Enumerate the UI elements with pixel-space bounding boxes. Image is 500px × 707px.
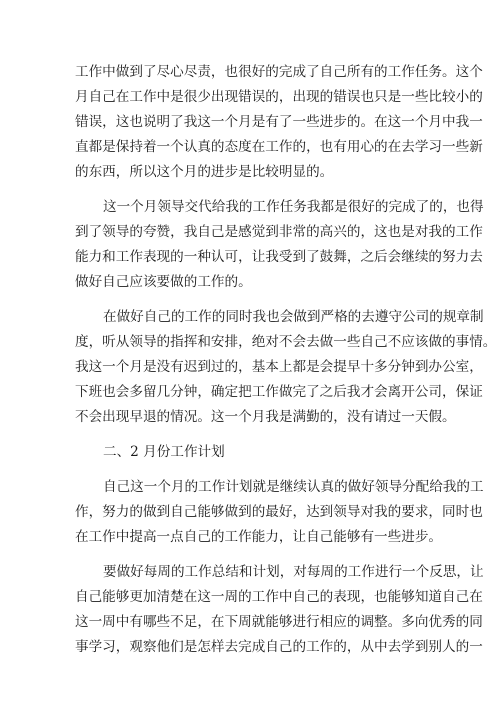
text-line: 自己能够更加清楚在这一周的工作中自己的表现，也能够知道自己在: [75, 589, 483, 605]
heading-text: 二、2 月份工作计划: [103, 444, 225, 460]
text-line: 我这一个月是没有迟到过的，基本上都是会提早十多分钟到办公室，: [75, 359, 483, 375]
text-line: 直都是保持着一个认真的态度在工作的，也有用心的在去学习一些新: [75, 139, 483, 155]
paragraph: [75, 560, 484, 660]
section-heading: [75, 440, 431, 465]
paragraph-gap: [75, 185, 431, 195]
text-line: 的东西，所以这个月的进步是比较明显的。: [75, 164, 334, 180]
paragraph: [75, 475, 484, 550]
text-line: 事学习，观察他们是怎样去完成自己的工作的，从中去学到别人的一: [75, 639, 483, 655]
text-line: 能力和工作表现的一种认可，让我受到了鼓舞，之后会继续的努力去: [75, 249, 483, 265]
paragraph-gap: [75, 465, 431, 475]
text-line: 度，听从领导的指挥和安排，绝对不会去做一些自己不应该做的事情。: [75, 334, 497, 350]
paragraph-gap: [75, 550, 431, 560]
text-line: 月自己在工作中是很少出现错误的，出现的错误也只是一些比较小的: [75, 89, 483, 105]
text-line: 下班也会多留几分钟，确定把工作做完了之后我才会离开公司，保证: [75, 384, 483, 400]
text-line: 不会出现早退的情况。这一个月我是满勤的，没有请过一天假。: [75, 409, 456, 425]
text-line: 这一周中有哪些不足，在下周就能够进行相应的调整。多向优秀的同: [75, 614, 483, 630]
paragraph-gap: [75, 430, 431, 440]
text-line: 做好自己应该要做的工作的。: [75, 274, 252, 290]
text-line: 工作中做到了尽心尽责，也很好的完成了自己所有的工作任务。这个: [75, 64, 483, 80]
paragraph: [75, 60, 483, 185]
document-body: [75, 60, 497, 660]
paragraph: [75, 195, 484, 295]
text-line: 错误，这也说明了我这一个月是有了一些进步的。在这一个月中我一: [75, 114, 483, 130]
text-line: 到了领导的夸赞，我自己是感觉到非常的高兴的，这也是对我的工作: [75, 224, 483, 240]
text-line: 这一个月领导交代给我的工作任务我都是很好的完成了的，也得: [103, 199, 484, 215]
text-line: 在工作中提高一点自己的工作能力，让自己能够有一些进步。: [75, 529, 443, 545]
paragraph-gap: [75, 295, 431, 305]
text-line: 作，努力的做到自己能够做到的最好，达到领导对我的要求，同时也: [75, 504, 483, 520]
text-line: 在做好自己的工作的同时我也会做到严格的去遵守公司的规章制: [103, 309, 484, 325]
paragraph: [75, 305, 497, 430]
text-line: 自己这一个月的工作计划就是继续认真的做好领导分配给我的工: [103, 479, 484, 495]
text-line: 要做好每周的工作总结和计划，对每周的工作进行一个反思，让: [103, 564, 484, 580]
